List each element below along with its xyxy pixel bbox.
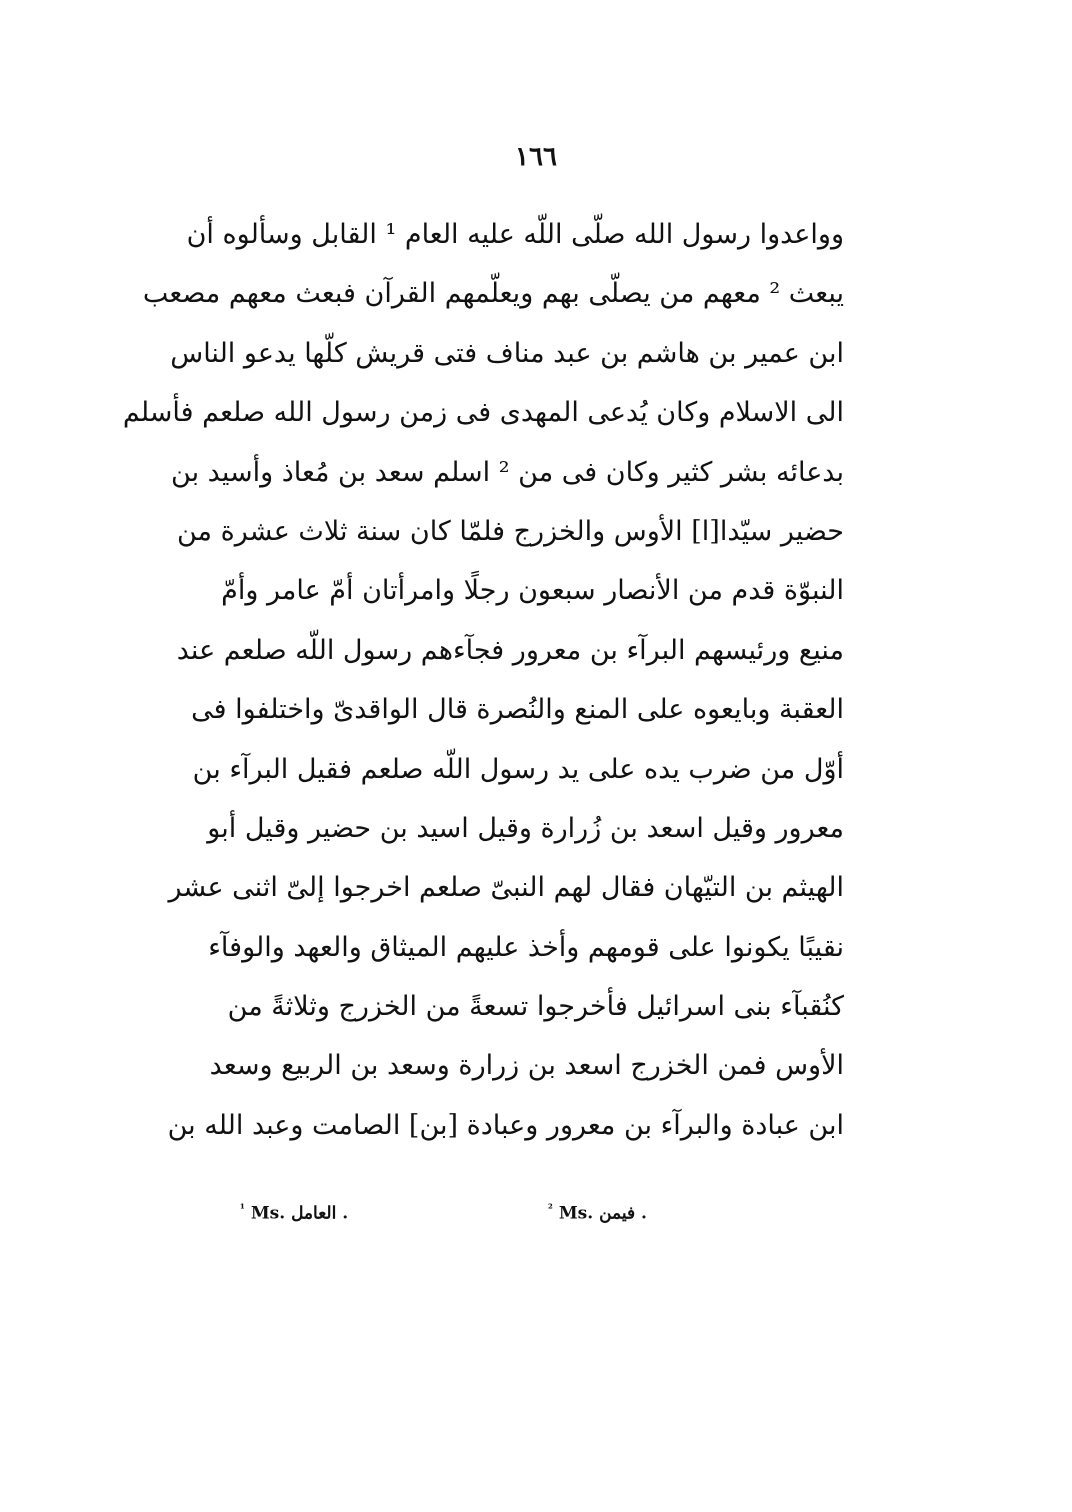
text-line: بدعائه بشر كثير وكان فى من ² اسلم سعد بن مُعاذ وأسيد بن	[171, 456, 844, 488]
body-text	[122, 205, 844, 1155]
text-line: أوّل من ضرب يده على يد رسول اللّه صلعم فقيل البرآء بن	[192, 753, 844, 785]
text-line: ابن عبادة والبرآء بن معرور وعبادة [بن] الصامت وعبد الله بن	[167, 1109, 844, 1141]
page-number: ١٦٦	[515, 142, 557, 172]
footnote-marker: ²	[548, 1202, 553, 1215]
footnotes	[228, 1202, 844, 1242]
text-line: يبعث ² معهم من يصلّى بهم ويعلّمهم القرآن فبعث معهم مصعب	[142, 278, 844, 310]
text-line: كنُقبآء بنى اسرائيل فأخرجوا تسعةً من الخزرج وثلاثةً من	[227, 991, 844, 1023]
text-line: معرور وقيل اسعد بن زُرارة وقيل اسيد بن حضير وقيل أبو	[207, 812, 844, 844]
footnote-text: Ms. العامل .	[250, 1203, 349, 1224]
text-line: حضير سيّدا[ا] الأوس والخزرج فلمّا كان سنة ثلاث عشرة من	[177, 515, 844, 547]
text-line: العقبة وبايعوه على المنع والنُصرة قال الواقدىّ واختلفوا فى	[191, 694, 844, 726]
text-line: الأوس فمن الخزرج اسعد بن زرارة وسعد بن الربيع وسعد	[209, 1050, 844, 1082]
text-line: نقيبًا يكونوا على قومهم وأخذ عليهم الميثاق والعهد والوفآء	[208, 931, 844, 963]
footnote-text: Ms. فيمن .	[558, 1203, 647, 1224]
text-line: النبوّة قدم من الأنصار سبعون رجلًا وامرأتان أمّ عامر وأمّ	[221, 575, 844, 607]
text-line: الهيثم بن التيّهان فقال لهم النبىّ صلعم اخرجوا إلىّ اثنى عشر	[168, 872, 844, 904]
footnote-1	[240, 1202, 348, 1224]
text-line: وواعدوا رسول الله صلّى اللّه عليه العام ¹ القابل وسألوه أن	[186, 219, 844, 250]
footnote-marker: ¹	[240, 1202, 245, 1215]
text-line: منيع ورئيسهم البرآء بن معرور فجآءهم رسول اللّه صلعم عند	[176, 634, 844, 666]
text-line: ابن عمير بن هاشم بن عبد مناف فتى قريش كلّها يدعو الناس	[170, 337, 844, 369]
text-line: الى الاسلام وكان يُدعى المهدى فى زمن رسول الله صلعم فأسلم	[122, 397, 844, 429]
footnote-2	[548, 1202, 647, 1224]
